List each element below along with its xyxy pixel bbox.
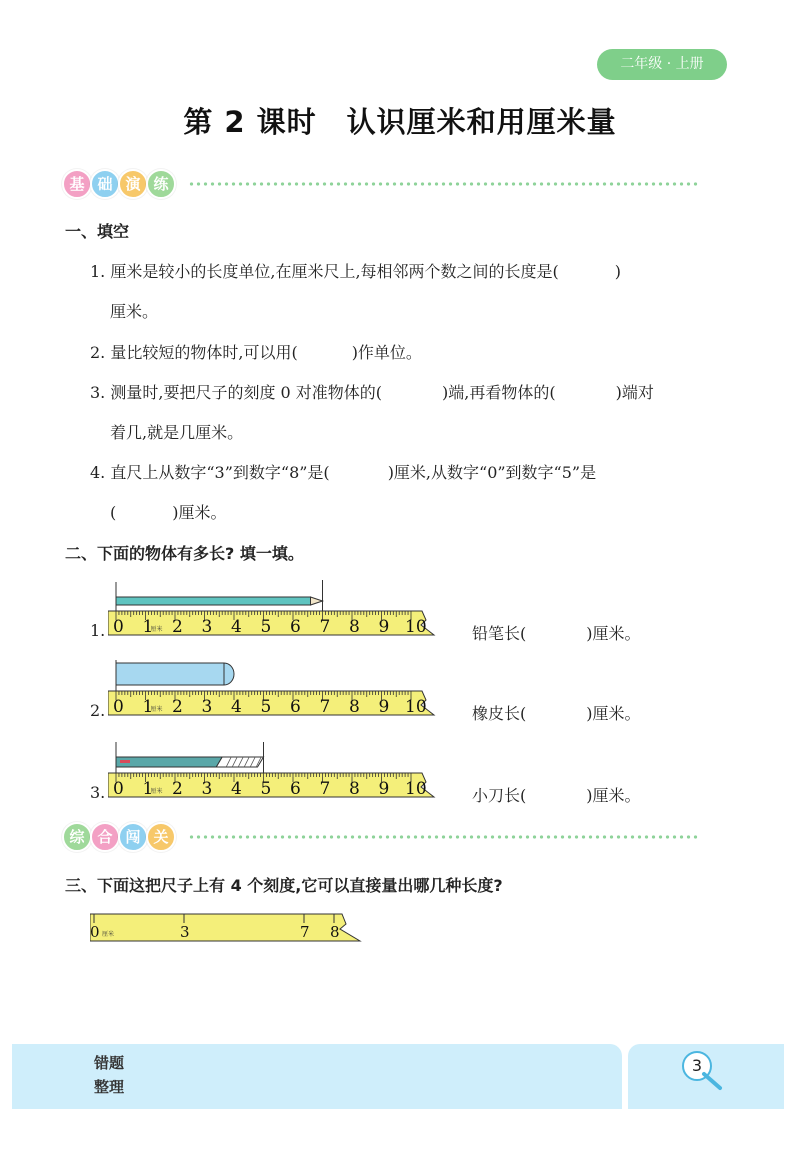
q1-item3-text-c: )端对 <box>615 383 654 402</box>
knife-button <box>120 760 130 763</box>
section-title-char: 关 <box>146 822 176 852</box>
section-title-char: 基 <box>62 169 92 199</box>
section-title-char: 练 <box>146 169 176 199</box>
ruler-number: 2 <box>172 779 183 799</box>
q1-item1-close: ) <box>614 262 622 281</box>
section-title-char: 合 <box>90 822 120 852</box>
pencil-tip <box>311 597 323 605</box>
ruler-number: 1 <box>142 617 154 637</box>
q1-item3-line <box>90 380 654 403</box>
q1-item3-cont: 着几,就是几厘米。 <box>110 423 244 442</box>
grade-badge: 二年级 · 上册 <box>597 49 727 80</box>
q2-answer-text-b: )厘米。 <box>586 704 641 723</box>
ruler-number: 2 <box>172 617 183 637</box>
q1-item1-line <box>90 259 621 282</box>
q1-item4-cont <box>110 500 227 523</box>
q1-item1-text: 1. 厘米是较小的长度单位,在厘米尺上,每相邻两个数之间的长度是( <box>90 262 559 281</box>
ruler-number: 3 <box>201 779 213 799</box>
ruler-number: 4 <box>231 697 242 717</box>
section-banner-basic <box>62 169 698 199</box>
knife-blade <box>216 757 263 767</box>
ruler-number: 1 <box>142 697 154 717</box>
q1-item3-text-b: )端,再看物体的( <box>442 383 556 402</box>
ruler-body <box>90 914 360 941</box>
measure-figure <box>108 740 438 802</box>
ruler-number: 3 <box>201 617 213 637</box>
ruler-number: 8 <box>349 617 360 637</box>
q1-item3-text-a: 3. 测量时,要把尺子的刻度 0 对准物体的( <box>90 383 383 402</box>
q2-answer-text-a: 小刀长( <box>472 786 527 805</box>
ruler-number: 7 <box>319 697 331 717</box>
section-title-char: 综 <box>62 822 92 852</box>
ruler-number: 9 <box>378 697 390 717</box>
ruler-number: 10 <box>405 779 427 799</box>
ruler-number: 0 <box>113 779 124 799</box>
ruler-number: 5 <box>260 617 272 637</box>
ruler-number: 0 <box>113 617 124 637</box>
measure-figure <box>108 658 438 720</box>
q2-answer-label <box>472 783 641 806</box>
ruler-unit: 厘米 <box>150 626 163 633</box>
q1-item2-line <box>90 340 422 363</box>
knife-handle <box>116 757 222 767</box>
ruler-number: 7 <box>319 779 331 799</box>
pencil-body <box>116 597 311 605</box>
q2-answer-text-b: )厘米。 <box>586 624 641 643</box>
section-title-char: 闯 <box>118 822 148 852</box>
q2-answer-label <box>472 701 641 724</box>
eraser-body <box>116 663 234 685</box>
ruler-unit: 厘米 <box>150 706 163 713</box>
footer-label-2: 整理 <box>94 1078 125 1096</box>
q2-item-number: 3. <box>90 783 106 802</box>
ruler-number: 6 <box>290 779 301 799</box>
ruler-number: 3 <box>201 697 213 717</box>
dotted-divider <box>188 835 698 839</box>
q1-item4-text-d: )厘米。 <box>172 503 227 522</box>
q3-heading: 三、下面这把尺子上有 4 个刻度,它可以直接量出哪几种长度? <box>65 876 503 895</box>
q1-item4-text-a: 4. 直尺上从数字“3”到数字“8”是( <box>90 463 330 482</box>
q1-item4-text-b: )厘米,从数字“0”到数字“5”是 <box>387 463 597 482</box>
q2-item-number: 2. <box>90 701 106 720</box>
section-banner-combined <box>62 822 698 852</box>
q2-answer-label <box>472 621 641 644</box>
ruler-number: 6 <box>290 617 301 637</box>
ruler-number: 5 <box>260 779 272 799</box>
ruler-unit: 厘米 <box>150 788 163 795</box>
page-number: 3 <box>682 1051 712 1081</box>
ruler-number: 0 <box>113 697 124 717</box>
section-basic-chars <box>62 169 174 199</box>
ruler-number: 8 <box>349 779 360 799</box>
page-title: 第 2 课时 认识厘米和用厘米量 <box>183 105 617 139</box>
ruler-number: 1 <box>142 779 154 799</box>
dotted-divider <box>188 182 698 186</box>
ruler-mark-label: 8 <box>330 923 340 941</box>
ruler-number: 2 <box>172 697 183 717</box>
ruler-number: 9 <box>378 617 390 637</box>
ruler-mark-label: 3 <box>180 923 190 941</box>
q2-answer-text-a: 橡皮长( <box>472 704 527 723</box>
ruler-number: 10 <box>405 617 427 637</box>
q1-item2-text-a: 2. 量比较短的物体时,可以用( <box>90 343 298 362</box>
ruler-number: 8 <box>349 697 360 717</box>
q2-answer-text-a: 铅笔长( <box>472 624 527 643</box>
section-title-char: 础 <box>90 169 120 199</box>
footer-error-box <box>12 1044 622 1109</box>
ruler-number: 10 <box>405 697 427 717</box>
section-combined-chars <box>62 822 174 852</box>
measure-figure <box>108 578 438 640</box>
ruler-number: 9 <box>378 779 390 799</box>
ruler-number: 7 <box>319 617 331 637</box>
ruler-unit: 厘米 <box>102 931 115 938</box>
footer-label-1: 错题 <box>94 1054 125 1072</box>
ruler-mark-label: 0 <box>90 923 100 941</box>
q2-answer-text-b: )厘米。 <box>586 786 641 805</box>
q2-item-number: 1. <box>90 621 106 640</box>
ruler-number: 5 <box>260 697 272 717</box>
ruler-number: 4 <box>231 617 242 637</box>
ruler-mark-label: 7 <box>300 923 310 941</box>
q1-item4-line <box>90 460 596 483</box>
q1-heading: 一、填空 <box>65 222 130 241</box>
broken-ruler <box>90 910 370 944</box>
section-title-char: 演 <box>118 169 148 199</box>
q1-item1-cont: 厘米。 <box>110 302 159 321</box>
magnifier-icon <box>700 1070 726 1094</box>
q2-heading: 二、下面的物体有多长? 填一填。 <box>65 544 304 563</box>
q1-item2-text-b: )作单位。 <box>351 343 422 362</box>
ruler-number: 6 <box>290 697 301 717</box>
q1-item4-text-c: ( <box>110 503 117 522</box>
ruler-number: 4 <box>231 779 242 799</box>
